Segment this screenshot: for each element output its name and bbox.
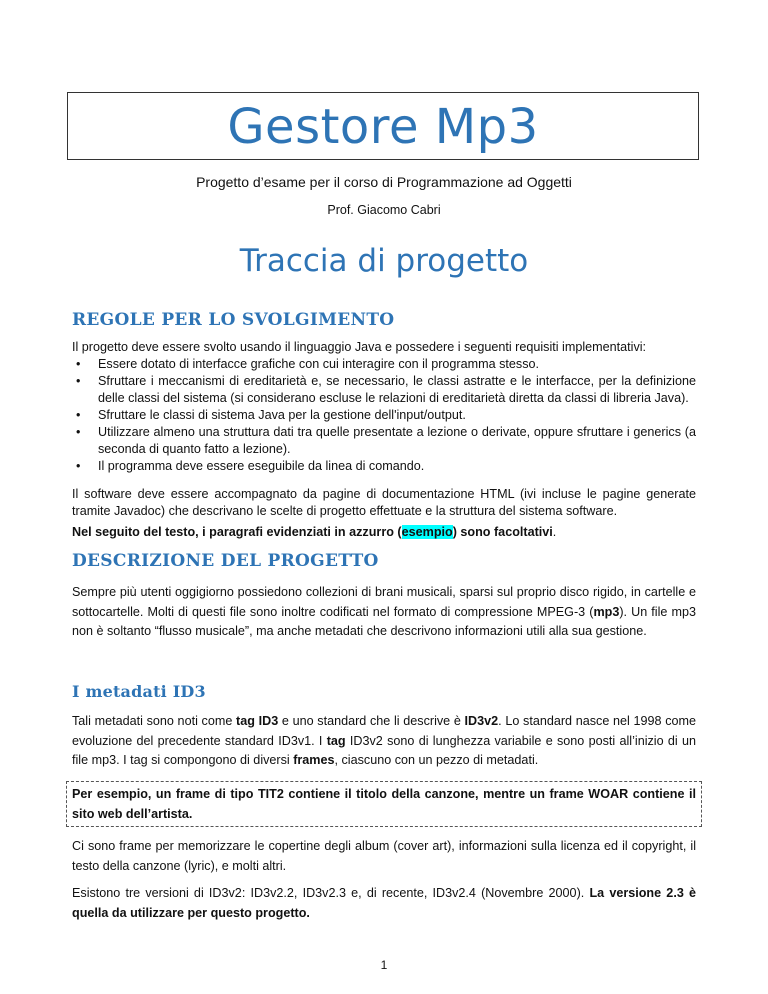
trace-heading: Traccia di progetto	[239, 243, 529, 279]
document-subtitle: Progetto d’esame per il corso di Programmazione ad Oggetti	[196, 174, 572, 190]
metadata-paragraph: Tali metadati sono noti come tag ID3 e uno standard che li descrive è ID3v2. Lo standard nasce nel 1998 come evoluzione del precedente standard ID3v1. I tag ID3v2 sono di lunghezza variabile e sono posti all’inizio di un file mp3. I tag si compongono di diversi frames, ciascuno con un pezzo di metadati.	[72, 714, 697, 767]
list-item: • Essere dotato di interfacce grafiche con cui interagire con il programma stesso.	[76, 357, 539, 371]
example-box	[66, 781, 702, 827]
description-paragraph: Sempre più utenti oggigiorno possiedono collezioni di brani musicali, sparsi sul proprio disco rigido, in cartelle e sottocartelle. Molti di questi file sono inoltre codificati nel formato di compressione MPEG-3 (mp3). Un file mp3 non è soltanto “flusso musicale”, ma anche metadati che descrivono informazioni utili alla sua gestione.	[72, 585, 696, 638]
page-number: 1	[380, 958, 388, 972]
example-paragraph: Per esempio, un frame di tipo TIT2 contiene il titolo della canzone, mentre un frame WOAR contiene il sito web dell’artista.	[72, 787, 696, 821]
title-box	[67, 92, 699, 160]
frames-paragraph: Ci sono frame per memorizzare le copertine degli album (cover art), informazioni sulla licenza ed il copyright, il testo della canzone (lyric), e molti altri.	[72, 839, 696, 873]
bullet-icon: •	[76, 357, 81, 371]
list-item: • Sfruttare le classi di sistema Java per la gestione dell'input/output.	[76, 408, 466, 422]
bullet-icon: •	[76, 374, 81, 388]
bullet-icon: •	[76, 425, 81, 439]
versions-paragraph: Esistono tre versioni di ID3v2: ID3v2.2, ID3v2.3 e, di recente, ID3v2.4 (Novembre 2000). La versione 2.3 è quella da utilizzare per questo progetto.	[72, 886, 697, 920]
rules-list	[72, 356, 696, 475]
bullet-icon: •	[76, 408, 81, 422]
professor-name: Prof. Giacomo Cabri	[327, 203, 441, 217]
rules-intro: Il progetto deve essere svolto usando il linguaggio Java e possedere i seguenti requisiti implementativi:	[72, 340, 647, 354]
highlight-example: esempio	[401, 525, 453, 539]
document-title: Gestore Mp3	[227, 99, 539, 155]
rules-heading: REGOLE PER LO SVOLGIMENTO	[72, 310, 395, 330]
metadata-heading: I metadati ID3	[72, 682, 206, 701]
list-item: • Utilizzare almeno una struttura dati tra quelle presentate a lezione o derivate, oppure sfruttare i generics (a seconda di quanto fatto a lezione).	[76, 425, 696, 456]
list-item: • Il programma deve essere eseguibile da linea di comando.	[76, 459, 425, 473]
optional-note: Nel seguito del testo, i paragrafi evidenziati in azzurro (esempio) sono facoltativi.	[72, 525, 557, 539]
bullet-icon: •	[76, 459, 81, 473]
list-item: • Sfruttare i meccanismi di ereditarietà e, se necessario, le classi astratte e le interfacce, per la definizione delle classi del sistema (si considerano escluse le relazioni di ereditarietà diretta da classi di libreria Java).	[76, 374, 696, 405]
description-heading: DESCRIZIONE DEL PROGETTO	[72, 551, 379, 571]
software-paragraph: Il software deve essere accompagnato da pagine di documentazione HTML (ivi incluse le pagine generate tramite Javadoc) che descrivano le scelte di progetto effettuate e la struttura del sistema software.	[72, 487, 696, 518]
